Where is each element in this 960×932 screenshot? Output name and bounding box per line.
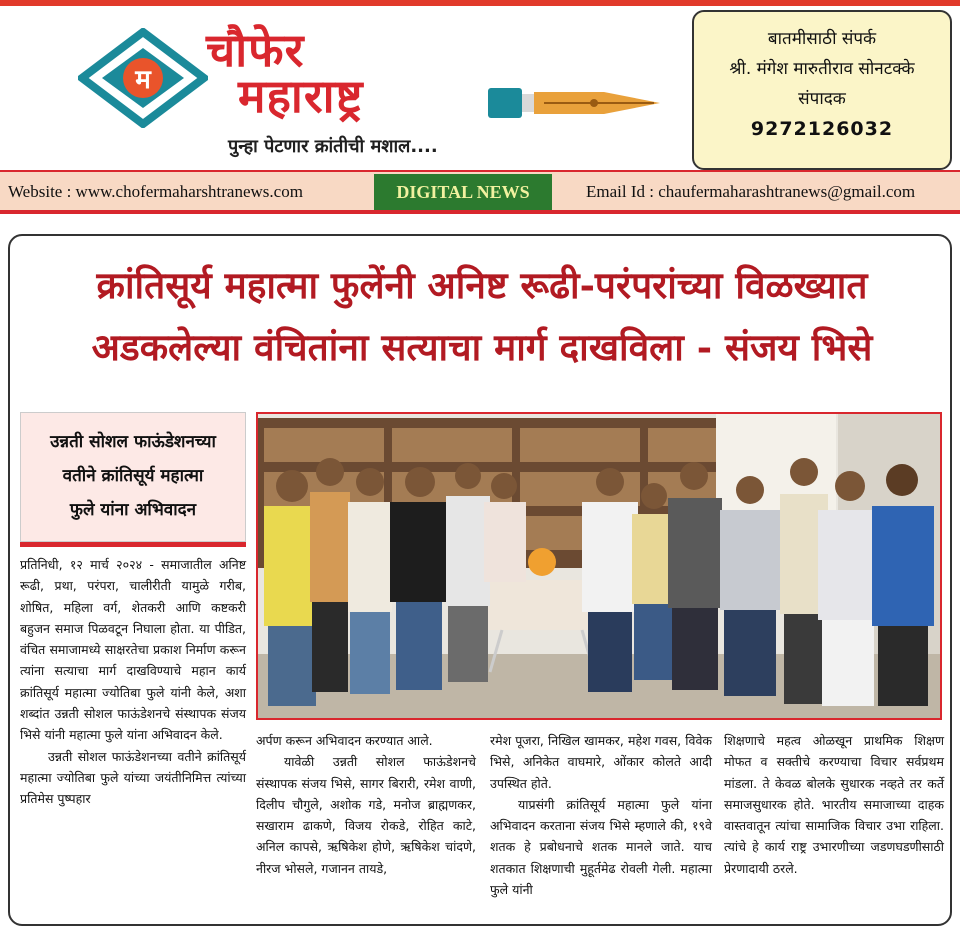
diamond-logo-icon — [78, 28, 208, 128]
body-paragraph: उन्नती सोशल फाऊंडेशनच्या वतीने क्रांतिसूर्य महात्मा ज्योतिबा फुले यांच्या जयंतीनिमित्त त्यांच्या प्रतिमेस पुष्पहार — [20, 748, 246, 807]
article-column-4 — [724, 730, 944, 879]
top-accent-bar — [0, 0, 960, 6]
contact-heading: बातमीसाठी संपर्क — [767, 29, 877, 49]
logo-letter: म — [135, 65, 151, 95]
subheading-line: उन्नती सोशल फाऊंडेशनच्या — [50, 432, 216, 452]
body-paragraph: शिक्षणाचे महत्व ओळखून प्राथमिक शिक्षण मोफत व सक्तीचे करण्याचा विचार सर्वप्रथम मांडला. ते केवळ बोलके सुधारक नव्हते तर कर्ते समाजसुधारक होते. भारतीय समाजाच्या दाहक वास्तवातून त्यांचा सामाजिक विचार उभा राहिला. त्यांचे हे कार्य राष्ट्र उभारणीच्या जडणघडणीसाठी प्रेरणादायी ठरले. — [724, 733, 944, 876]
brand-logo — [78, 28, 208, 128]
contact-role: संपादक — [798, 89, 846, 109]
brand-name-line2: महाराष्ट्र — [238, 69, 364, 123]
contact-name: श्री. मंगेश मारुतीराव सोनटक्के — [729, 59, 915, 79]
article-column-2 — [256, 730, 476, 879]
group-photo — [256, 412, 942, 720]
body-paragraph: याप्रसंगी क्रांतिसूर्य महात्मा फुले यांना अभिवादन करताना संजय भिसे म्हणाले की, १९वे शतक हे प्रबोधनाचे शतक मानले जाते. याच शतकात शिक्षणाची मुहूर्तमेढ रोवली गेली. महात्मा फुले यांनी — [490, 796, 712, 898]
subheading-rule — [20, 542, 246, 547]
body-paragraph: रमेश पूजरा, निखिल खामकर, महेश गवस, विवेक भिसे, अनिकेत वाघमारे, ओंकार कोलते आदी उपस्थित होते. — [490, 733, 712, 791]
group-photo-image — [258, 414, 940, 718]
subheading-box — [20, 412, 246, 542]
contact-box — [692, 10, 952, 170]
article-column-1 — [20, 554, 246, 810]
subheading-line: वतीने क्रांतिसूर्य महात्मा — [62, 466, 204, 486]
contact-phone[interactable]: 9272126032 — [750, 118, 894, 140]
masthead — [0, 0, 960, 222]
brand-name-line1: चौफेर — [206, 23, 305, 77]
article-column-3 — [490, 730, 712, 900]
headline-line1: क्रांतिसूर्य महात्मा फुलेंनी अनिष्ट रूढी-परंपरांच्या विळख्यात — [96, 263, 868, 307]
tagline: पुन्हा पेटणार क्रांतीची मशाल.... — [228, 136, 438, 157]
headline-line2: अडकलेल्या वंचितांना सत्याचा मार्ग दाखविला - संजय भिसे — [91, 325, 873, 369]
digital-news-badge: DIGITAL NEWS — [374, 174, 552, 210]
news-article — [8, 234, 952, 926]
info-bar — [0, 170, 960, 214]
body-paragraph: अर्पण करून अभिवादन करण्यात आले. — [256, 733, 433, 748]
subheading-line: फुले यांना अभिवादन — [69, 500, 197, 520]
email-link[interactable]: Email Id : chaufermaharashtranews@gmail.com — [586, 182, 916, 201]
body-paragraph: प्रतिनिधी, १२ मार्च २०२४ - समाजातील अनिष्ट रूढी, प्रथा, परंपरा, चालीरीती यामुळे गरीब, शोषित, महिला वर्ग, शेतकरी आणि कष्टकरी बहुजन समाज पिळवटून निघाला होता. या पीडित, वंचित समाजामध्ये साक्षरतेचा प्रकाश निर्माण करून त्यांना सत्याचा मार्ग दाखविण्याचे महान कार्य क्रांतिसूर्य महात्मा ज्योतिबा फुले यांनी केले, अशा शब्दांत उन्नती सोशल फाऊंडेशनचे संस्थापक संजय भिसे यांनी महात्मा फुले यांना अभिवादन केले. — [20, 557, 246, 743]
body-paragraph: यावेळी उन्नती सोशल फाऊंडेशनचे संस्थापक संजय भिसे, सागर बिरारी, रमेश वाणी, दिलीप चौगुले, अशोक गडे, मनोज ब्राह्मणकर, सखाराम ढाकणे, विजय रोकडे, रोहित काटे, अनिल कापसे, ऋषिकेश होणे, ऋषिकेश चांदणे, नीरज भोसले, गजानन तायडे, — [256, 754, 476, 876]
website-link[interactable]: Website : www.chofermaharshtranews.com — [8, 182, 303, 201]
fountain-pen-icon — [484, 74, 664, 130]
